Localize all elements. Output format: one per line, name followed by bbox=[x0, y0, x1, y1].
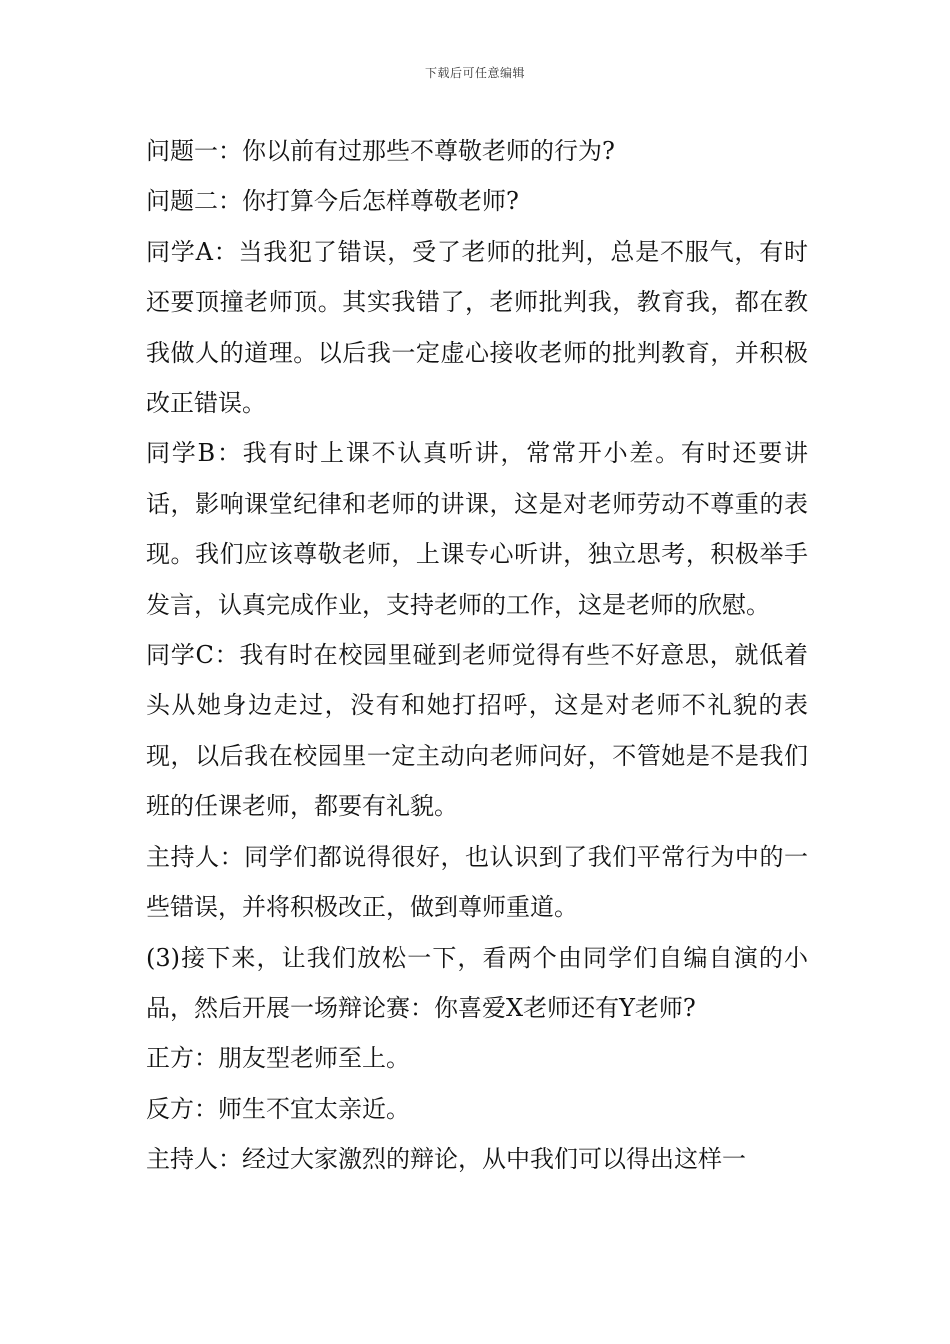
student-c-answer: 同学C：我有时在校园里碰到老师觉得有些不好意思，就低着头从她身边走过，没有和她打招呼，这是对老师不礼貌的表现，以后我在校园里一定主动向老师问好，不管她是不是我们班的任课老师，都要有礼貌。 bbox=[146, 641, 808, 821]
affirmative-side: 正方：朋友型老师至上。 bbox=[146, 1044, 410, 1073]
section-3-intro: (3)接下来，让我们放松一下，看两个由同学们自编自演的小品，然后开展一场辩论赛：你喜爱X老师还有Y老师? bbox=[146, 943, 808, 1022]
negative-side: 反方：师生不宜太亲近。 bbox=[146, 1094, 410, 1123]
document-body bbox=[146, 126, 808, 1185]
student-b-answer: 同学B：我有时上课不认真听讲，常常开小差。有时还要讲话，影响课堂纪律和老师的讲课，这是对老师劳动不尊重的表现。我们应该尊敬老师，上课专心听讲，独立思考，积极举手发言，认真完成作业，支持老师的工作，这是老师的欣慰。 bbox=[146, 439, 808, 619]
page-header-note: 下载后可任意编辑 bbox=[424, 66, 525, 80]
host-summary: 主持人：同学们都说得很好，也认识到了我们平常行为中的一些错误，并将积极改正，做到尊师重道。 bbox=[146, 842, 808, 922]
question-one: 问题一：你以前有过那些不尊敬老师的行为? bbox=[146, 137, 615, 165]
question-two: 问题二：你打算今后怎样尊敬老师? bbox=[146, 187, 519, 216]
student-a-answer: 同学A：当我犯了错误，受了老师的批判，总是不服气，有时还要顶撞老师顶。其实我错了，老师批判我，教育我，都在教我做人的道理。以后我一定虚心接收老师的批判教育，并积极改正错误。 bbox=[146, 237, 808, 418]
host-conclusion: 主持人：经过大家激烈的辩论，从中我们可以得出这样一 bbox=[146, 1145, 746, 1174]
